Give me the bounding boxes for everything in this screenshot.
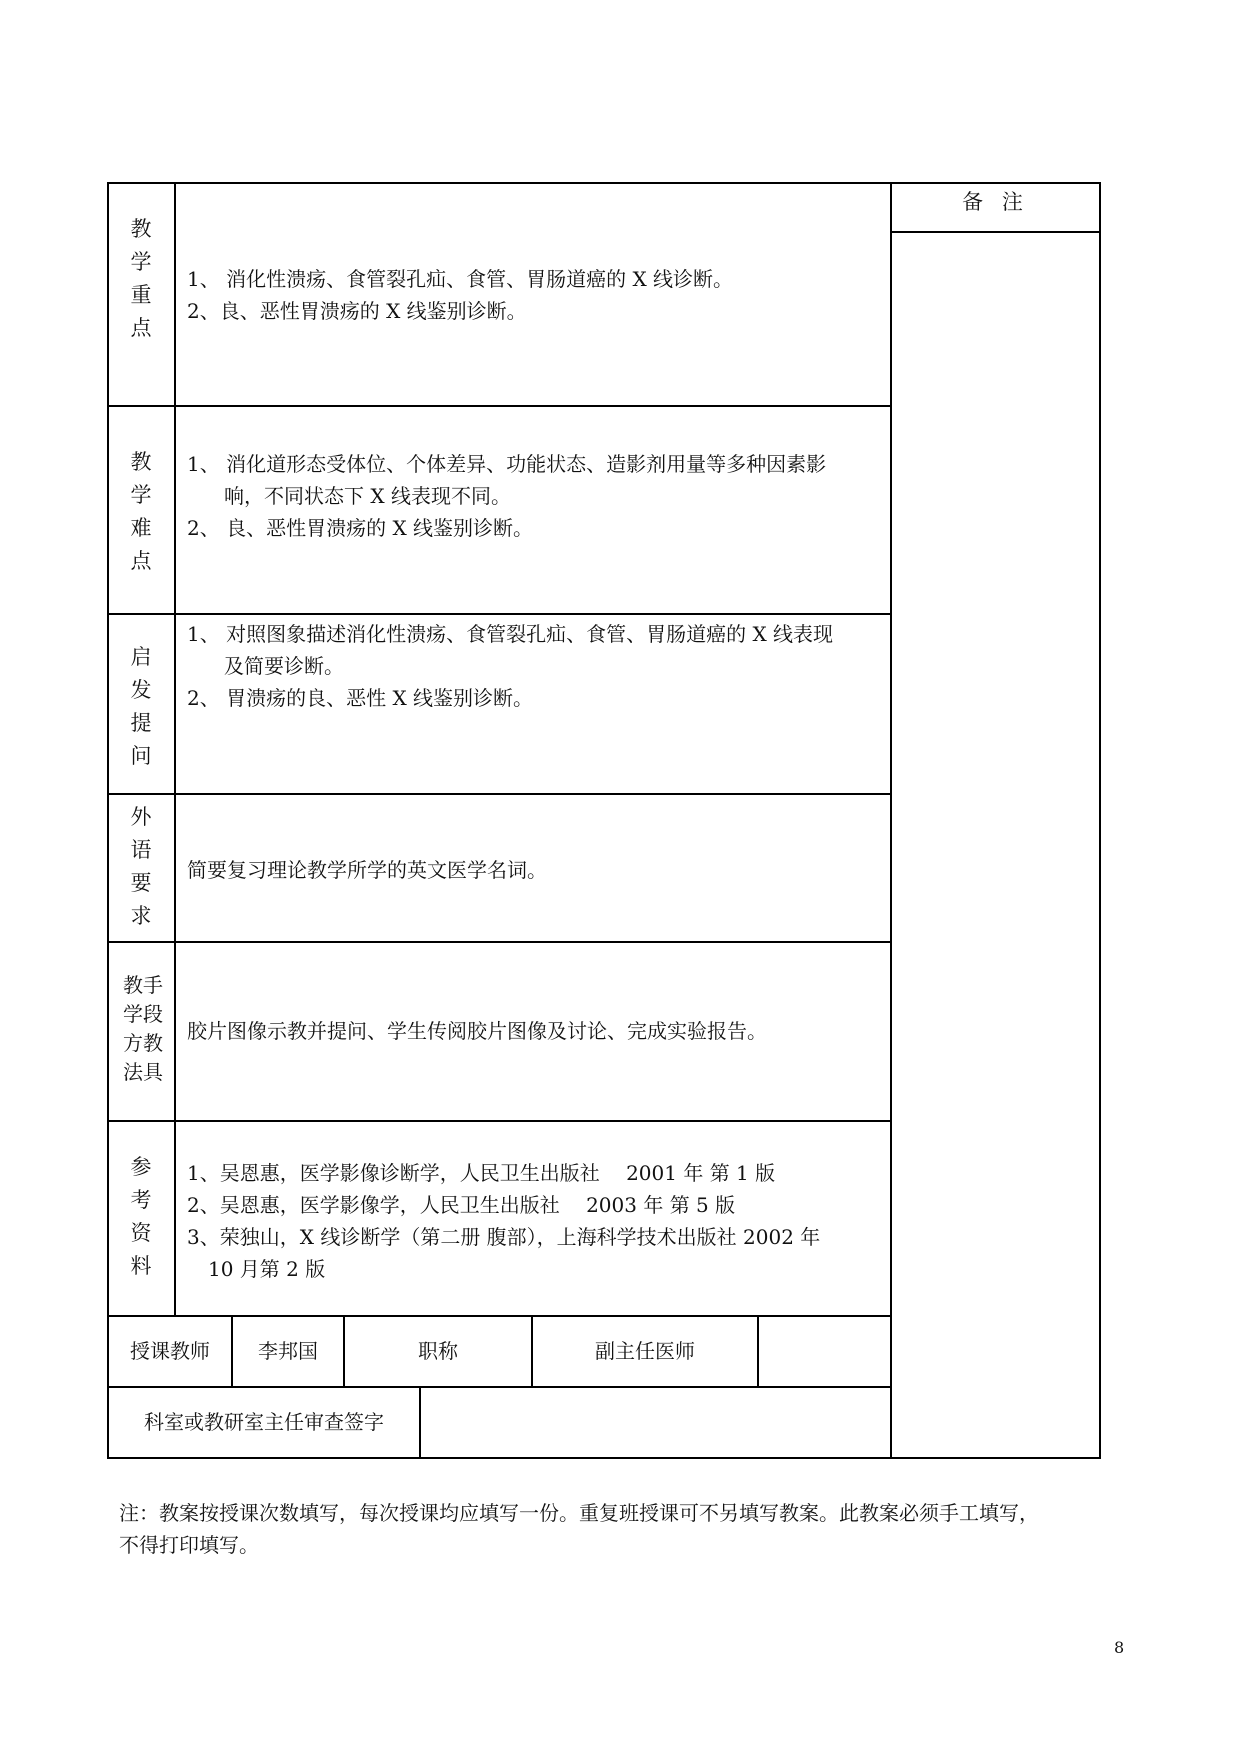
key-points-line-2: 2、良、恶性胃溃疡的 X 线鉴别诊断。	[187, 299, 527, 323]
teacher-label: 授课教师	[130, 1339, 210, 1363]
key-points-line-1: 1、 消化性溃疡、食管裂孔疝、食管、胃肠道癌的 X 线诊断。	[187, 267, 734, 291]
references-label: 参考资料	[130, 1155, 152, 1278]
references-line-1: 1、吴恩惠，医学影像诊断学，人民卫生出版社 2001 年 第 1 版	[187, 1161, 776, 1185]
language-line-1: 简要复习理论教学所学的英文医学名词。	[187, 858, 547, 882]
title-value: 副主任医师	[595, 1339, 695, 1363]
teacher-extra-cell	[759, 1317, 890, 1386]
review-label: 科室或教研室主任审查签字	[144, 1410, 384, 1434]
questions-line-1: 1、 对照图象描述消化性溃疡、食管裂孔疝、食管、胃肠道癌的 X 线表现	[187, 622, 834, 646]
difficulties-line-2: 响，不同状态下 X 线表现不同。	[224, 484, 511, 508]
methods-line-1: 胶片图像示教并提问、学生传阅胶片图像及讨论、完成实验报告。	[187, 1019, 767, 1043]
page-number: 8	[1114, 1638, 1125, 1657]
difficulties-line-1: 1、 消化道形态受体位、个体差异、功能状态、造影剂用量等多种因素影	[187, 452, 827, 476]
difficulties-line-3: 2、 良、恶性胃溃疡的 X 线鉴别诊断。	[187, 516, 534, 540]
remarks-header: 备 注	[962, 190, 1029, 214]
remarks-body	[892, 233, 1099, 1457]
review-signature-cell	[421, 1388, 890, 1457]
footnote-line-1: 注：教案按授课次数填写，每次授课均应填写一份。重复班授课可不另填写教案。此教案必须手工填写，	[119, 1501, 1039, 1525]
references-line-4: 10 月第 2 版	[208, 1257, 326, 1281]
references-line-2: 2、吴恩惠，医学影像学，人民卫生出版社 2003 年 第 5 版	[187, 1193, 736, 1217]
teacher-name: 李邦国	[258, 1339, 318, 1363]
key-points-label: 教学重点	[130, 217, 152, 340]
questions-line-2: 及简要诊断。	[224, 654, 344, 678]
difficulties-label: 教学难点	[130, 450, 152, 573]
questions-label: 启发提问	[130, 645, 152, 768]
title-label: 职称	[418, 1339, 458, 1363]
methods-label: 教手学段方教法具	[123, 973, 163, 1084]
footnote-line-2: 不得打印填写。	[119, 1533, 259, 1557]
references-line-3: 3、荣独山，X 线诊断学（第二册 腹部），上海科学技术出版社 2002 年	[187, 1225, 821, 1249]
questions-line-3: 2、 胃溃疡的良、恶性 X 线鉴别诊断。	[187, 686, 534, 710]
language-label: 外语要求	[130, 805, 152, 928]
